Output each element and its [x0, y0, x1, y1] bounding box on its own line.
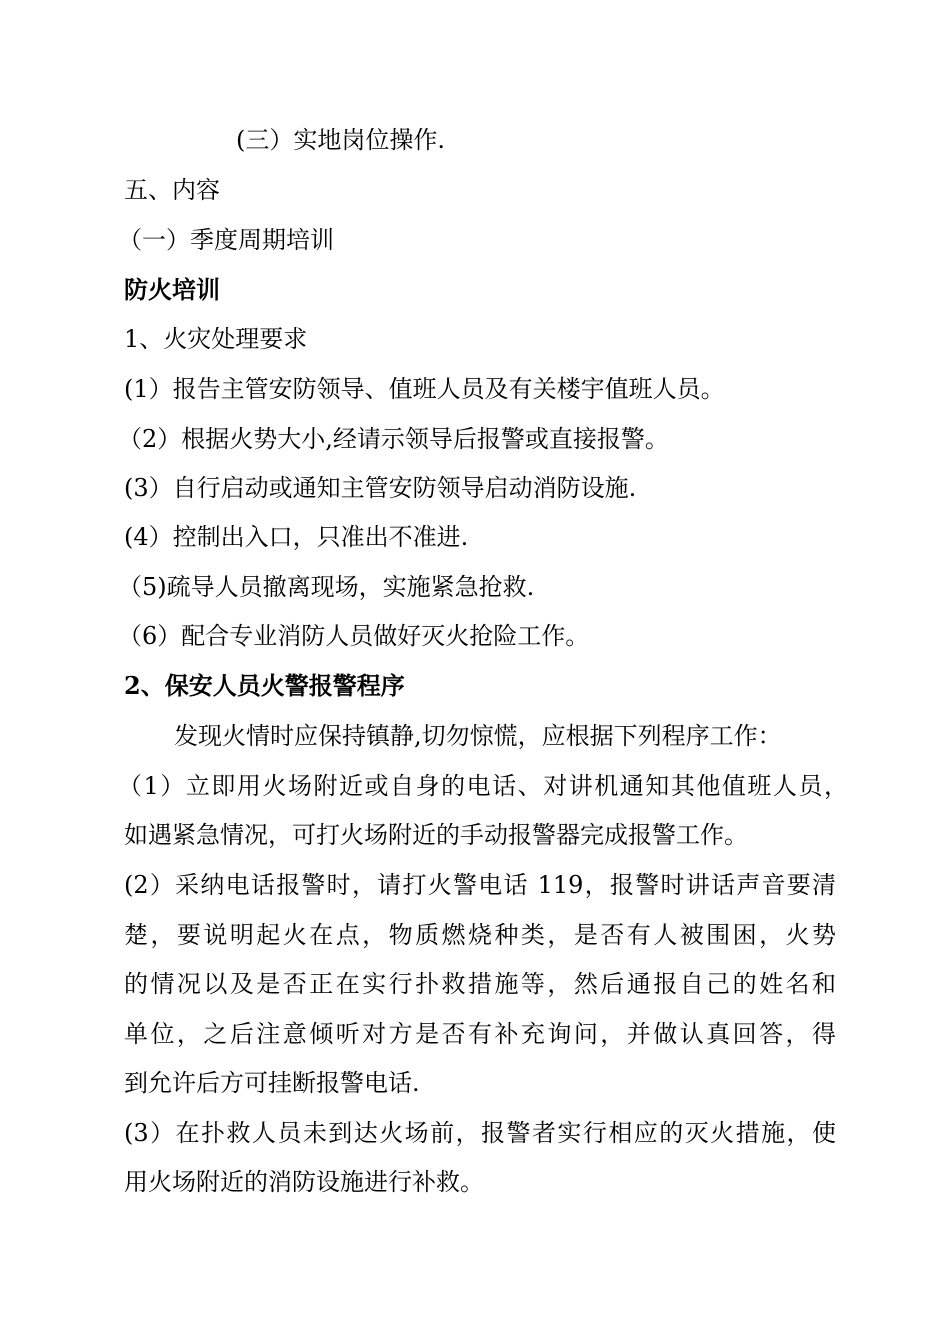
heading-fire-handling-requirements: 1、火灾处理要求 [124, 325, 308, 353]
paragraph-step-1-line-1: （1）立即用火场附近或自身的电话、对讲机通知其他值班人员， [118, 772, 848, 800]
subsection-heading-quarterly-training: （一）季度周期培训 [118, 226, 334, 254]
paragraph-step-3-line-1: (3）在扑救人员未到达火场前，报警者实行相应的灭火措施，使 [124, 1119, 836, 1147]
paragraph-step-2-line-1: (2）采纳电话报警时，请打火警电话 119，报警时讲话声音要清 [124, 871, 836, 899]
list-item-6: （6）配合专业消防人员做好灭火抢险工作。 [118, 622, 590, 650]
list-item-3: (3）自行启动或通知主管安防领导启动消防设施. [124, 474, 637, 502]
paragraph-step-2-line-4: 单位，之后注意倾听对方是否有补充询问，并做认真回答，得 [124, 1020, 836, 1048]
list-item-field-operation: (三）实地岗位操作. [236, 126, 445, 154]
paragraph-step-3-line-2: 用火场附近的消防设施进行补救。 [124, 1168, 484, 1196]
heading-alarm-procedure: 2、保安人员火警报警程序 [124, 671, 405, 700]
paragraph-step-2-line-5: 到允许后方可挂断报警电话. [124, 1069, 420, 1097]
paragraph-step-2-line-2: 楚，要说明起火在点，物质燃烧种类，是否有人被围困，火势 [124, 921, 836, 949]
list-item-4: (4）控制出入口，只准出不准进. [124, 523, 469, 551]
paragraph-step-2-line-3: 的情况以及是否正在实行扑救措施等，然后通报自己的姓名和 [124, 970, 836, 998]
paragraph-intro: 发现火情时应保持镇静,切勿惊慌，应根据下列程序工作： [174, 722, 782, 750]
list-item-2: （2）根据火势大小,经请示领导后报警或直接报警。 [118, 425, 669, 453]
list-item-5: （5)疏导人员撤离现场，实施紧急抢救. [118, 573, 535, 601]
section-heading-content: 五、内容 [124, 176, 220, 204]
heading-fire-prevention-training: 防火培训 [124, 275, 220, 304]
list-item-1: (1）报告主管安防领导、值班人员及有关楼宇值班人员。 [124, 375, 725, 403]
paragraph-step-1-line-2: 如遇紧急情况，可打火场附近的手动报警器完成报警工作。 [124, 821, 748, 849]
